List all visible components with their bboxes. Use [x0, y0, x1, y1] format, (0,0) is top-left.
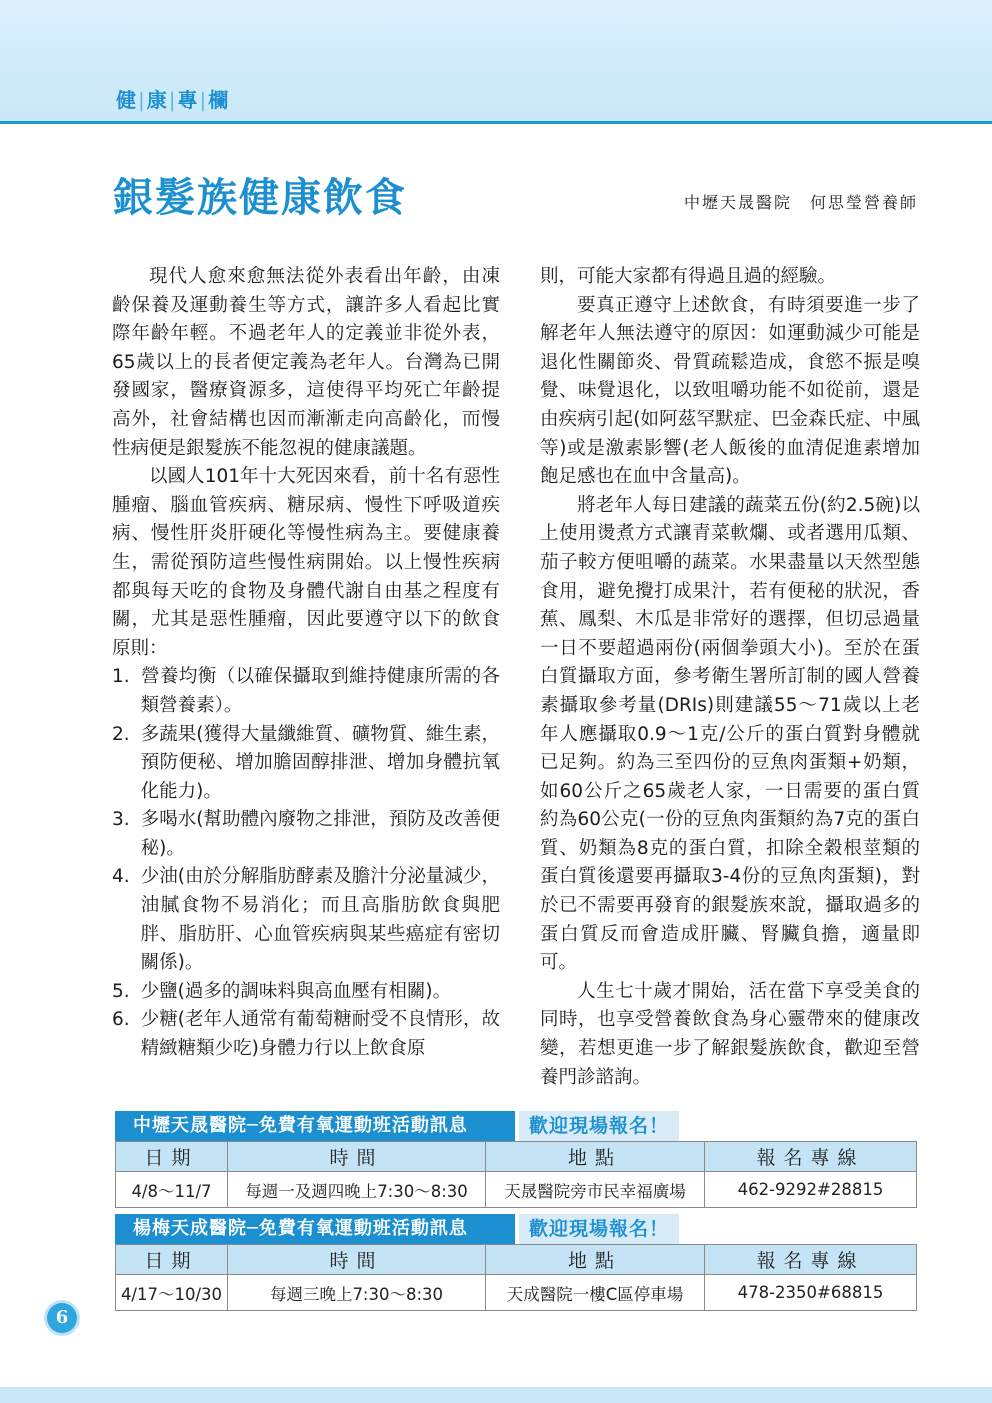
- list-item-text: 少油(由於分解脂肪酵素及膽汁分泌量減少，油膩食物不易消化；而且高脂肪飲食與肥胖、脂肪肝、心血管疾病與某些癌症有密切關係)。: [140, 866, 500, 974]
- column-tag-char: 健: [116, 88, 137, 112]
- header-rule: [0, 121, 992, 124]
- column-tag-separator: |: [138, 88, 146, 112]
- list-item: [112, 1006, 500, 1063]
- list-item-number: 2.: [112, 723, 130, 745]
- welcome-label: 歡迎現場報名！: [519, 1214, 679, 1244]
- paragraph: 現代人愈來愈無法從外表看出年齡，由凍齡保養及運動養生等方式，讓許多人看起比實際年齡年輕。不過老年人的定義並非從外表，65歲以上的長者便定義為老年人。台灣為已開發國家，醫療資源多，這使得平均死亡年齡提高外，社會結構也因而漸漸走向高齡化，而慢性病便是銀髮族不能忽視的健康議題。: [112, 266, 500, 459]
- column-header: 時間: [228, 1245, 486, 1275]
- table-cell: 478-2350#68815: [705, 1275, 917, 1311]
- schedule-table: [115, 1244, 917, 1311]
- table-header-row: [116, 1245, 917, 1275]
- list-item-text: 多喝水(幫助體內廢物之排泄，預防及改善便秘)。: [140, 809, 500, 859]
- table-banner: 楊梅天成醫院─免費有氧運動班活動訊息: [115, 1214, 515, 1244]
- list-item: [112, 721, 500, 807]
- column-header: 日期: [116, 1245, 228, 1275]
- column-header: 報名專線: [705, 1142, 917, 1172]
- footer-band: [0, 1387, 992, 1403]
- article-column-right: [540, 263, 920, 1092]
- column-header: 日期: [116, 1142, 228, 1172]
- column-header: 地點: [486, 1245, 705, 1275]
- table-cell: 每週一及週四晚上7:30～8:30: [228, 1172, 486, 1208]
- list-item: [112, 663, 500, 720]
- column-tag-char: 欄: [208, 88, 230, 112]
- table-header-bar: [115, 1214, 916, 1244]
- paragraph: 則，可能大家都有得過且過的經驗。: [540, 266, 837, 287]
- column-header: 地點: [486, 1142, 705, 1172]
- list-item-number: 4.: [112, 866, 130, 888]
- list-item-text: 多蔬果(獲得大量纖維質、礦物質、維生素，預防便秘、增加膽固醇排泄、增加身體抗氧化能力)。: [140, 723, 500, 802]
- column-header: 時間: [228, 1142, 486, 1172]
- column-tag: [116, 84, 229, 113]
- table-banner: 中壢天晟醫院─免費有氧運動班活動訊息: [115, 1111, 515, 1141]
- table-cell: 天晟醫院旁市民幸福廣場: [486, 1172, 705, 1208]
- paragraph: 將老年人每日建議的蔬菜五份(約2.5碗)以上使用燙煮方式讓青菜軟爛、或者選用瓜類、茄子較方便咀嚼的蔬菜。水果盡量以天然型態食用，避免攪打成果汁，若有便秘的狀況，香蕉、鳳梨、木瓜是非常好的選擇，但切忌過量一日不要超過兩份(兩個拳頭大小)。至於在蛋白質攝取方面，參考衛生署所訂制的國人營養素攝取參考量(DRIs)則建議55～71歲以上老年人應攝取0.9～1克/公斤的蛋白質對身體就已足夠。約為三至四份的豆魚肉蛋類+奶類，如60公斤之65歲老人家，一日需要的蛋白質約為60公克(一份的豆魚肉蛋類約為7克的蛋白質、奶類為8克的蛋白質，扣除全穀根莖類的蛋白質後還要再攝取3-4份的豆魚肉蛋類)，對於已不需要再發育的銀髮族來說，攝取過多的蛋白質反而會造成肝臟、腎臟負擔，適量即可。: [540, 494, 920, 974]
- table-cell: 4/8～11/7: [116, 1172, 228, 1208]
- list-item-text: 少糖(老年人通常有葡萄糖耐受不良情形，故精緻糖類少吃)身體力行以上飲食原: [140, 1009, 500, 1060]
- column-tag-separator: |: [199, 88, 208, 112]
- welcome-label: 歡迎現場報名！: [519, 1111, 679, 1141]
- article-column-left: [112, 263, 500, 1064]
- list-item-number: 5.: [112, 980, 130, 1002]
- article-author: 中壢天晟醫院 何思瑩營養師: [683, 193, 918, 212]
- diet-principles-list: [112, 663, 500, 1063]
- list-item: [112, 863, 500, 977]
- column-tag-char: 康: [146, 88, 168, 112]
- table-row: [116, 1275, 917, 1311]
- table-cell: 天成醫院一樓C區停車場: [486, 1275, 705, 1311]
- schedule-table: [115, 1141, 917, 1208]
- paragraph: 以國人101年十大死因來看，前十名有惡性腫瘤、腦血管疾病、糖尿病、慢性下呼吸道疾病、慢性肝炎肝硬化等慢性病為主。要健康養生，需從預防這些慢性病開始。以上慢性疾病都與每天吃的食物及身體代謝自由基之程度有關，尤其是惡性腫瘤，因此要遵守以下的飲食原則：: [112, 466, 500, 659]
- table-row: [116, 1172, 917, 1208]
- list-item-text: 營養均衡（以確保攝取到維持健康所需的各類營養素）。: [140, 666, 500, 716]
- table-cell: 4/17～10/30: [116, 1275, 228, 1311]
- list-item-number: 1.: [112, 666, 130, 688]
- list-item-text: 少鹽(過多的調味料與高血壓有相關)。: [140, 980, 452, 1002]
- page-number-badge: 6: [47, 1303, 77, 1333]
- list-item-number: 3.: [112, 809, 130, 831]
- paragraph: 要真正遵守上述飲食，有時須要進一步了解老年人無法遵守的原因：如運動減少可能是退化性關節炎、骨質疏鬆造成，食慾不振是嗅覺、味覺退化，以致咀嚼功能不如從前，還是由疾病引起(如阿茲罕默症、巴金森氏症、中風等)或是激素影響(老人飯後的血清促進素增加飽足感也在血中含量高)。: [540, 294, 920, 488]
- list-item: [112, 806, 500, 863]
- column-header: 報名專線: [705, 1245, 917, 1275]
- exercise-class-table-tiansheng: [115, 1111, 916, 1208]
- table-cell: 每週三晚上7:30～8:30: [228, 1275, 486, 1311]
- column-tag-separator: |: [168, 88, 177, 112]
- column-tag-char: 專: [177, 88, 199, 112]
- exercise-class-table-tiancheng: [115, 1214, 916, 1311]
- table-cell: 462-9292#28815: [705, 1172, 917, 1208]
- table-header-bar: [115, 1111, 916, 1141]
- table-header-row: [116, 1142, 917, 1172]
- list-item-number: 6.: [112, 1009, 130, 1031]
- paragraph: 人生七十歲才開始，活在當下享受美食的同時，也享受營養飲食為身心靈帶來的健康改變，若想更進一步了解銀髮族飲食，歡迎至營養門診諮詢。: [540, 980, 920, 1088]
- article-title: 銀髮族健康飲食: [113, 175, 407, 221]
- list-item: [112, 978, 500, 1007]
